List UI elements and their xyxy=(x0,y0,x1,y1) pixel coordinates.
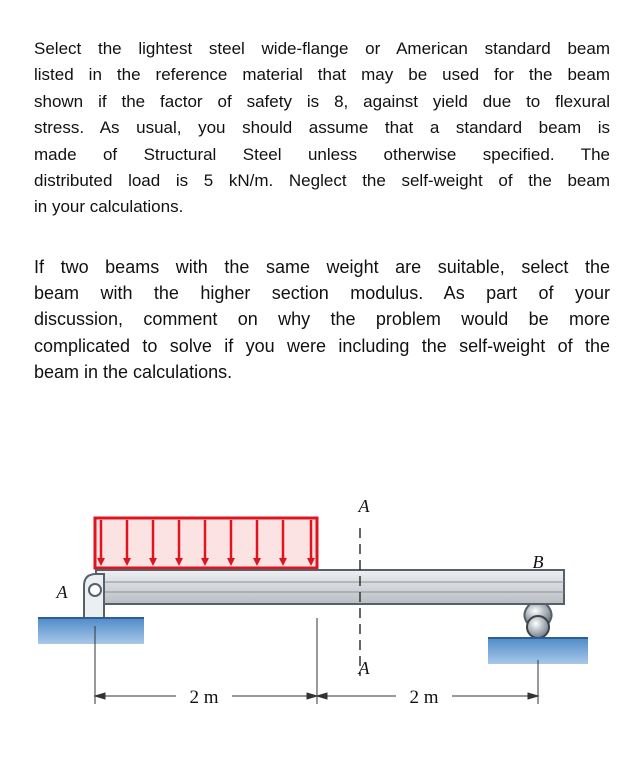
support-label-b: B xyxy=(532,552,544,572)
section-label-bottom: A xyxy=(358,658,370,678)
paragraph-2-line: beam with the higher section modulus. As part of your xyxy=(34,283,610,304)
dim-label-left: 2 m xyxy=(189,687,219,708)
dim-arrow xyxy=(528,693,538,699)
roller-support-b xyxy=(488,604,588,664)
distributed-load xyxy=(95,518,317,568)
dim-arrow xyxy=(95,693,105,699)
paragraph-1-line: in your calculations. xyxy=(34,197,184,217)
paragraph-1-line: shown if the factor of safety is 8, against yield due to flexural xyxy=(34,91,610,111)
paragraph-1-line: listed in the reference material that may be used for the beam xyxy=(34,65,610,85)
problem-paragraph-2 xyxy=(34,254,610,385)
paragraph-2-line: discussion, comment on why the problem would be more xyxy=(34,309,610,330)
problem-paragraph-1 xyxy=(34,36,610,221)
section-label-top: A xyxy=(358,496,370,516)
paragraph-1-line: Select the lightest steel wide-flange or American standard beam xyxy=(34,39,610,58)
ground-left xyxy=(38,618,144,644)
beam-body xyxy=(96,570,564,604)
dim-label-right: 2 m xyxy=(409,687,439,708)
dimensions xyxy=(95,618,538,704)
roller-icon xyxy=(527,616,549,638)
pin-icon xyxy=(89,584,101,596)
support-label-a: A xyxy=(56,582,68,602)
beam-figure xyxy=(0,490,643,730)
paragraph-1-line: made of Structural Steel unless otherwise specified. The xyxy=(34,144,610,164)
paragraph-2-line: beam in the calculations. xyxy=(34,361,233,382)
dim-arrow xyxy=(317,693,327,699)
beam xyxy=(96,570,564,604)
paragraph-2-line: complicated to solve if you were including the self-weight of the xyxy=(34,335,610,356)
paragraph-2-line: If two beams with the same weight are suitable, select the xyxy=(34,257,610,277)
paragraph-1-line: distributed load is 5 kN/m. Neglect the self-weight of the beam xyxy=(34,171,610,191)
paragraph-1-line: stress. As usual, you should assume that a standard beam is xyxy=(34,118,610,138)
